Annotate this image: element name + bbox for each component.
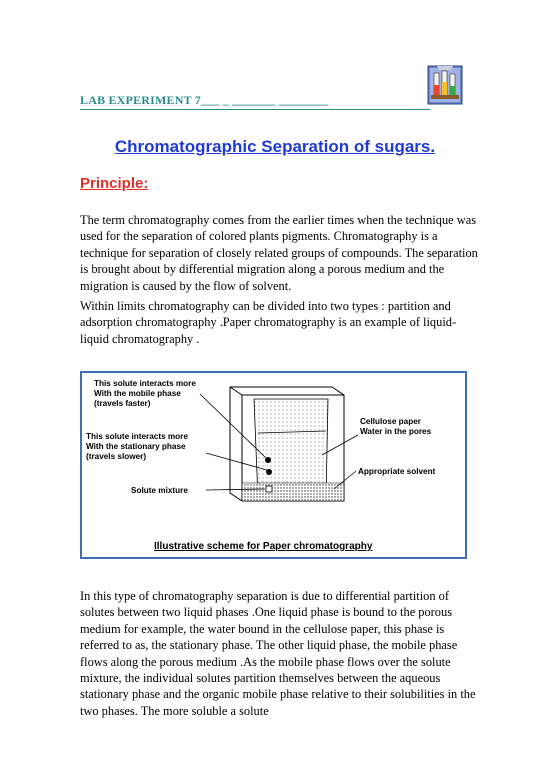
- figure-caption: Illustrative scheme for Paper chromatography: [154, 541, 373, 552]
- label-solvent: Appropriate solvent: [358, 467, 436, 476]
- lab-glassware-icon: [427, 64, 463, 106]
- section-heading: Principle:: [80, 175, 149, 192]
- paragraph-3: In this type of chromatography separation is due to differential partition of solutes between two liquid phases .One liquid phase is bound to the porous medium for example, the water bound in the cellulose paper, this phase is referred to as, the stationary phase. The other liquid phase, the mobile phase flows along the porous medium .As the mobile phase flows over the solute mixture, the individual solutes partition themselves between the aqueous stationary phase and the organic mobile phase relative to their solubilities in the two phases. The more soluble a solute: [80, 589, 476, 718]
- paragraph-2: Within limits chromatography can be divided into two types : partition and adsorption chromatography .Paper chromatography is an example of liquid-liquid chromatography .: [80, 299, 457, 346]
- chromatography-figure: [80, 371, 467, 559]
- label-stationary-phase: This solute interacts more With the stationary phase (travels slower): [86, 432, 188, 461]
- label-mobile-phase: This solute interacts more With the mobile phase (travels faster): [94, 379, 196, 408]
- header-rule: [80, 109, 430, 110]
- document-title: Chromatographic Separation of sugars.: [114, 137, 436, 156]
- label-solute-mixture: Solute mixture: [131, 486, 188, 495]
- paragraph-1: The term chromatography comes from the earlier times when the technique was used for the separation of colored plants pigments. Chromatography is a technique for separation of closely related groups of compounds. The separation is brought about by differential migration along a porous medium and the migration is caused by the flow of solvent.: [80, 213, 478, 293]
- header-text: LAB EXPERIMENT 7___ _ _______ ________: [80, 93, 329, 107]
- label-cellulose-paper: Cellulose paper Water in the pores: [360, 417, 432, 436]
